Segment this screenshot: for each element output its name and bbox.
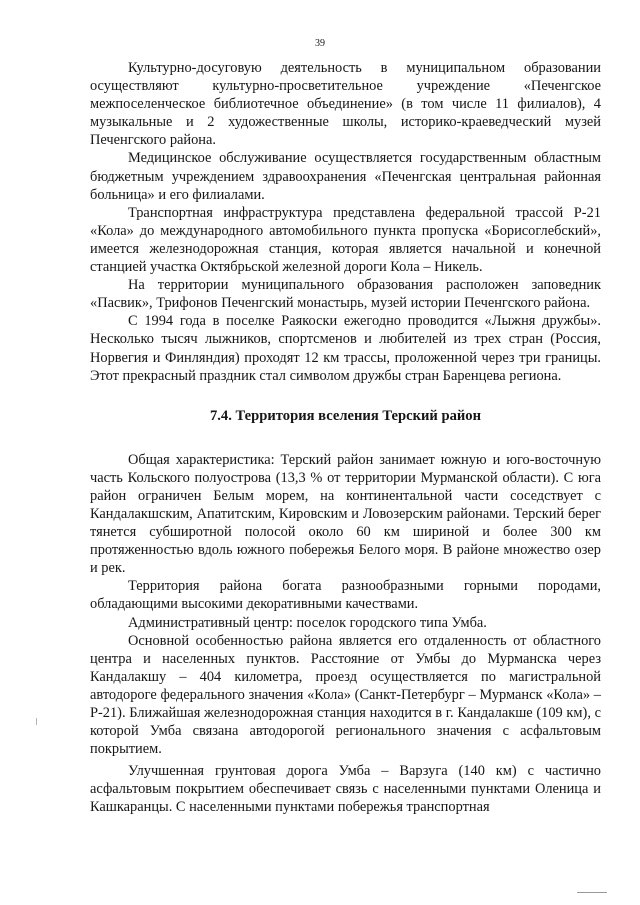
paragraph-remoteness: Основной особенностью района является его отдаленность от областного центра и населенных пунктов. Расстояние от Умбы до Мурманска через Кандалакшу – 404 километра, проезд осуществляется по магистральной автодороге федерального значения «Кола» (Санкт-Петербург – Мурманск «Кола» – Р-21). Ближайшая железнодорожная станция находится в г. Кандалакше (109 км), с которой Умба связана автодорогой регионального значения с асфальтовым покрытием. [90,632,601,758]
paragraph-road: Улучшенная грунтовая дорога Умба – Варзуга (140 км) с частично асфальтовым покрытием обеспечивает связь с населенными пунктами Оленица и Кашкаранцы. С населенными пунктами побережья транспортная [90,763,601,816]
paragraph-ski-track: С 1994 года в поселке Раякоски ежегодно проводится «Лыжня дружбы». Несколько тысяч лыжников, спортсменов и любителей из трех стран (Россия, Норвегия и Финляндия) проходят 12 км трассы, проложенной через три границы. Этот прекрасный праздник стал символом дружбы стран Баренцева региона. [90,313,601,384]
paragraph-rocks: Территория района богата разнообразными горными породами, обладающими высокими декоративными качествами. [90,578,601,613]
paragraph-admin-center: Административный центр: поселок городского типа Умба. [128,614,487,631]
margin-mark [36,718,37,725]
page-number: 39 [315,38,325,49]
paragraph-reserve: На территории муниципального образования расположен заповедник «Пасвик», Трифонов Печенгский монастырь, музей истории Печенгского района. [90,277,601,312]
footer-line [577,892,607,893]
paragraph-culture: Культурно-досуговую деятельность в муниципальном образовании осуществляют культурно-просветительное учреждение «Печенгское межпоселенческое библиотечное объединение» (в том числе 11 филиалов), 4 музыкальные и 2 художественные школы, историко-краеведческий музей Печенгского района. [90,60,601,149]
paragraph-general: Общая характеристика: Терский район занимает южную и юго-восточную часть Кольского полуострова (13,3 % от территории Мурманской области). С юга район ограничен Белым морем, на континентальной части соседствует с Кандалакшским, Апатитским, Кировским и Ловозерским районами. Терский берег тянется субширотной полосой около 60 км шириной и более 300 км протяженностью вдоль южного побережья Белого моря. В районе множество озер и рек. [90,451,601,577]
section-heading: 7.4. Территория вселения Терский район [209,407,482,424]
page-body [90,59,601,817]
paragraph-transport: Транспортная инфраструктура представлена федеральной трассой Р-21 «Кола» до международного автомобильного пункта пропуска «Борисоглебский», имеется железнодорожная станция, которая является начальной и конечной станцией участка Октябрьской железной дороги Кола – Никель. [90,204,601,276]
paragraph-medicine: Медицинское обслуживание осуществляется государственным областным бюджетным учреждением здравоохранения «Печенгская центральная районная больница» и его филиалами. [90,150,601,203]
